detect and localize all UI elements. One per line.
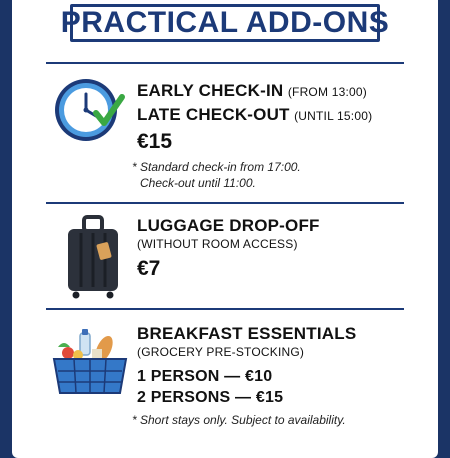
clock-check-icon [52,75,128,145]
breakfast-price-1: 1 PERSON — €10 [137,368,273,385]
luggage-subtitle: (WITHOUT ROOM ACCESS) [137,237,298,251]
breakfast-price-2: 2 PERSONS — €15 [137,389,284,406]
grocery-basket-icon [52,327,128,399]
page-title: PRACTICAL ADD-ONS [60,6,390,39]
divider-2 [46,308,404,310]
luggage-title: LUGGAGE DROP-OFF [137,216,320,235]
divider-top [46,62,404,64]
breakfast-note: * Short stays only. Subject to availability. [132,413,346,427]
early-late-price: €15 [137,130,173,153]
early-late-note-1: * Standard check-in from 17:00. [132,160,301,174]
breakfast-subtitle: (GROCERY PRE-STOCKING) [137,345,305,359]
luggage-price: €7 [137,257,161,280]
early-checkin-line: EARLY CHECK-IN (FROM 13:00) [137,81,367,100]
suitcase-icon [62,215,124,299]
breakfast-title: BREAKFAST ESSENTIALS [137,324,357,343]
late-checkout-line: LATE CHECK-OUT (UNTIL 15:00) [137,105,373,124]
title-box [60,4,390,42]
early-late-note-2: Check-out until 11:00. [140,176,256,190]
divider-1 [46,202,404,204]
